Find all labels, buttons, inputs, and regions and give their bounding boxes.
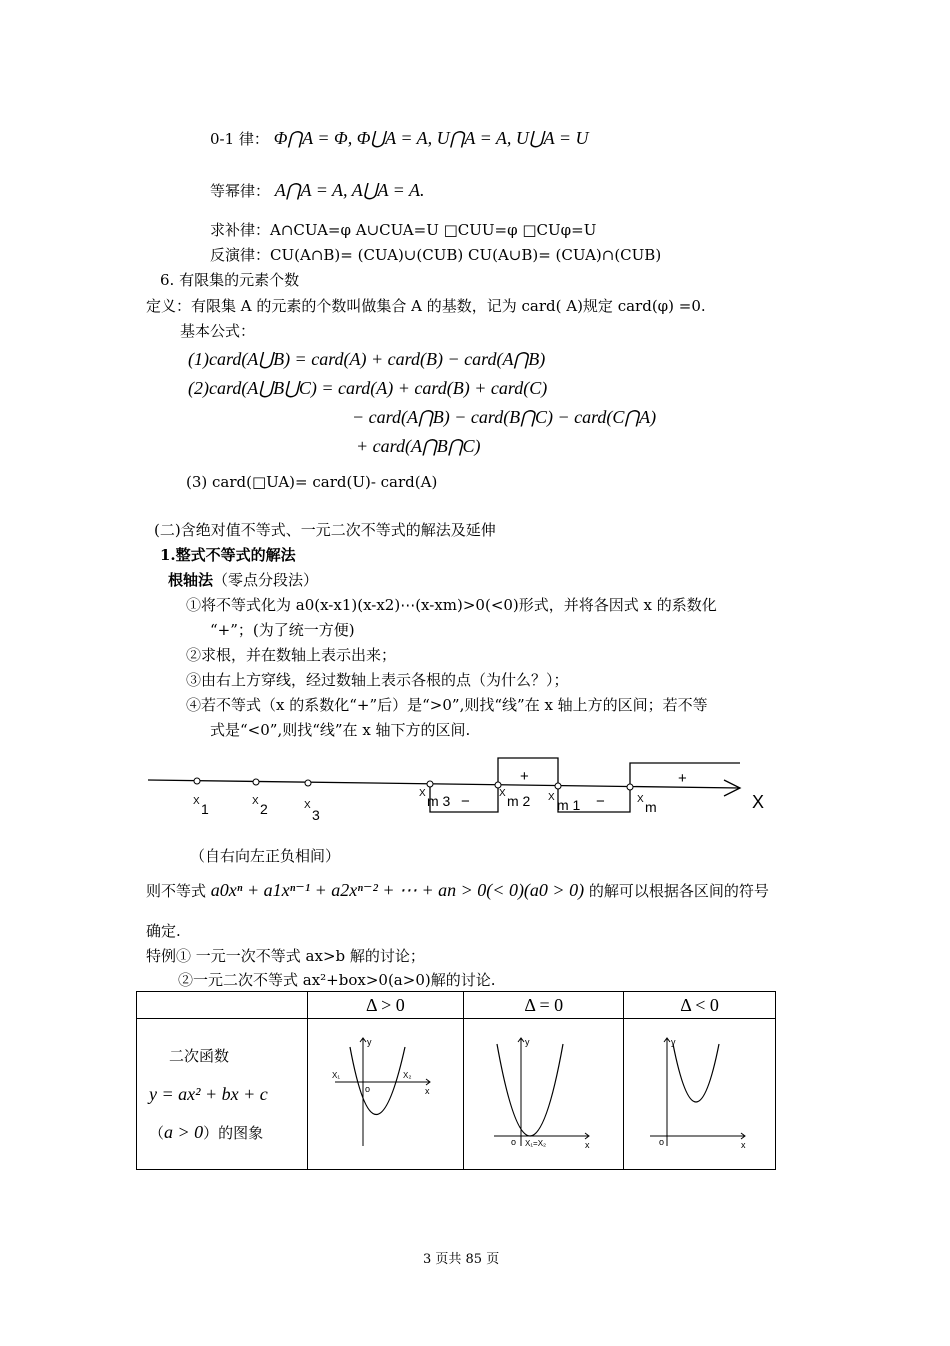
label-x2-sub: 2 <box>260 801 268 817</box>
row-label-3b: a > 0 <box>164 1121 204 1142</box>
minus-2: − <box>596 793 605 810</box>
formula-2b: − card(A⋂B) − card(B⋂C) − card(C⋂A) <box>352 407 657 427</box>
label-x3-x: X <box>304 800 311 811</box>
g2-o: o <box>510 1137 516 1147</box>
plus-2: + <box>678 770 687 787</box>
header-delta-negative: Δ < 0 <box>624 992 776 1019</box>
formula-1: (1)card(A⋃B) = card(A) + card(B) − card(A⋂B) <box>188 349 546 369</box>
step4b: 式是“<0”,则找“线”在 x 轴下方的区间. <box>210 721 471 739</box>
g1-x1: X₁ <box>332 1071 341 1080</box>
g1-o: o <box>365 1084 371 1094</box>
label-x1-sub: 1 <box>201 801 209 817</box>
method-bold: 根轴法 <box>168 571 214 589</box>
row-label-2: y = ax² + bx + c <box>149 1083 268 1104</box>
formula-2c: + card(A⋂B⋂C) <box>356 436 481 456</box>
row-label <box>137 1019 308 1170</box>
complement-law <box>210 220 596 240</box>
section6-heading: 6. 有限集的元素个数 <box>160 271 300 289</box>
g2-y: y <box>524 1037 530 1047</box>
root-x2 <box>253 779 259 785</box>
parabola-one-root <box>489 1032 599 1152</box>
label-x2-x: X <box>252 796 259 807</box>
g2-x: x <box>584 1140 590 1150</box>
label-xm3-x: X <box>419 788 426 799</box>
step3: ③由右上方穿线，经过数轴上表示各根的点（为什么？）； <box>186 671 569 689</box>
page-footer: 3 页共 85 页 <box>423 1252 500 1267</box>
conclusion-formula: a0xⁿ + a1xⁿ⁻¹ + a2xⁿ⁻² + ⋯ + an > 0(< 0)(a0 > 0) <box>210 880 585 900</box>
idempotent-formula: A⋂A = A, A⋃A = A. <box>274 180 425 200</box>
idempotent-label: 等幂律： <box>210 182 271 200</box>
zero-one-formula: Φ⋂A = Φ, Φ⋃A = A, U⋂A = A, U⋃A = U <box>273 128 589 148</box>
part2-sub1: 1.整式不等式的解法 <box>160 546 296 564</box>
conclusion-pre: 则不等式 <box>146 882 207 900</box>
table-header-row <box>137 992 776 1019</box>
diagram-caption: （自右向左正负相间） <box>190 847 341 865</box>
header-empty <box>137 992 308 1019</box>
parabola-two-roots <box>330 1032 440 1152</box>
parabola-no-root <box>645 1032 755 1152</box>
axis-label: X <box>752 792 765 812</box>
conclusion-b: 确定. <box>146 922 181 940</box>
basic-formula-label: 基本公式： <box>180 322 256 340</box>
graph-delta-negative <box>624 1019 776 1170</box>
step1b: “+”；(为了统一方便) <box>210 621 355 639</box>
special-case-2: ②一元二次不等式 ax²+box>0(a>0)解的讨论. <box>178 971 496 989</box>
g1-y: y <box>367 1037 372 1047</box>
method-line <box>168 570 318 590</box>
section6-definition: 定义：有限集 A 的元素的个数叫做集合 A 的基数，记为 card( A)规定 card(φ) =0. <box>146 297 706 315</box>
step4a: ④若不等式（x 的系数化“+”后）是“>0”,则找“线”在 x 轴上方的区间；若不等 <box>186 696 708 714</box>
number-line-diagram <box>140 752 780 832</box>
demorgan-law <box>210 245 661 265</box>
label-xm1-sub: m 1 <box>557 797 581 813</box>
graph-delta-positive <box>307 1019 464 1170</box>
minus-1: − <box>461 793 470 810</box>
root-xm1 <box>555 783 561 789</box>
root-xm <box>627 784 633 790</box>
formula-3: (3) card(□UA)= card(U)- card(A) <box>186 473 438 491</box>
label-xm2-x: X <box>499 788 506 799</box>
g3-o: o <box>658 1137 664 1147</box>
root-xm3 <box>427 781 433 787</box>
step1a: ①将不等式化为 a0(x-x1)(x-x2)⋯(x-xm)>0(<0)形式，并将各因式 x 的系数化 <box>186 596 717 614</box>
header-delta-zero: Δ = 0 <box>464 992 624 1019</box>
g1-x: x <box>425 1086 430 1096</box>
label-x1-x: X <box>193 796 200 807</box>
label-xm1-x: X <box>548 792 555 803</box>
axis-line <box>148 780 740 788</box>
label-xm-x: X <box>637 794 644 805</box>
discriminant-table <box>136 991 776 1170</box>
part2-heading: (二)含绝对值不等式、一元二次不等式的解法及延伸 <box>154 521 496 539</box>
step2: ②求根，并在数轴上表示出来； <box>186 646 397 664</box>
idempotent-law <box>210 180 424 201</box>
table-graph-row <box>137 1019 776 1170</box>
g2-x1x2: X₁=X₂ <box>524 1139 546 1148</box>
header-delta-positive: Δ > 0 <box>307 992 464 1019</box>
row-label-3c: ）的图象 <box>203 1123 264 1142</box>
method-note: （零点分段法） <box>213 571 319 589</box>
complement-text: A∩CUA=φ A∪CUA=U □CUU=φ □CUφ=U <box>270 221 597 239</box>
zero-one-law <box>210 128 589 149</box>
root-x3 <box>305 780 311 786</box>
row-label-3 <box>149 1113 307 1152</box>
zero-one-label: 0-1 律： <box>210 130 269 148</box>
formula-2a: (2)card(A⋃B⋃C) = card(A) + card(B) + card(C) <box>188 378 548 398</box>
demorgan-label: 反演律： <box>210 246 271 264</box>
row-label-1: 二次函数 <box>169 1046 230 1065</box>
g3-x: x <box>740 1140 746 1150</box>
label-xm2-sub: m 2 <box>507 793 531 809</box>
g1-x2: X₂ <box>403 1071 412 1080</box>
demorgan-text: CU(A∩B)= (CUA)∪(CUB) CU(A∪B)= (CUA)∩(CUB) <box>270 246 662 264</box>
conclusion-a <box>146 880 769 901</box>
g3-y: y <box>670 1037 676 1047</box>
label-x3-sub: 3 <box>312 807 320 823</box>
complement-label: 求补律： <box>210 221 271 239</box>
label-xm3-sub: m 3 <box>427 793 451 809</box>
root-x1 <box>194 778 200 784</box>
special-case-1: 特例① 一元一次不等式 ax>b 解的讨论； <box>146 947 425 965</box>
row-label-3a: （ <box>149 1123 165 1142</box>
plus-1: + <box>520 768 529 785</box>
label-xm-sub: m <box>645 799 657 815</box>
graph-delta-zero <box>464 1019 624 1170</box>
conclusion-post: 的解可以根据各区间的符号 <box>588 882 769 900</box>
